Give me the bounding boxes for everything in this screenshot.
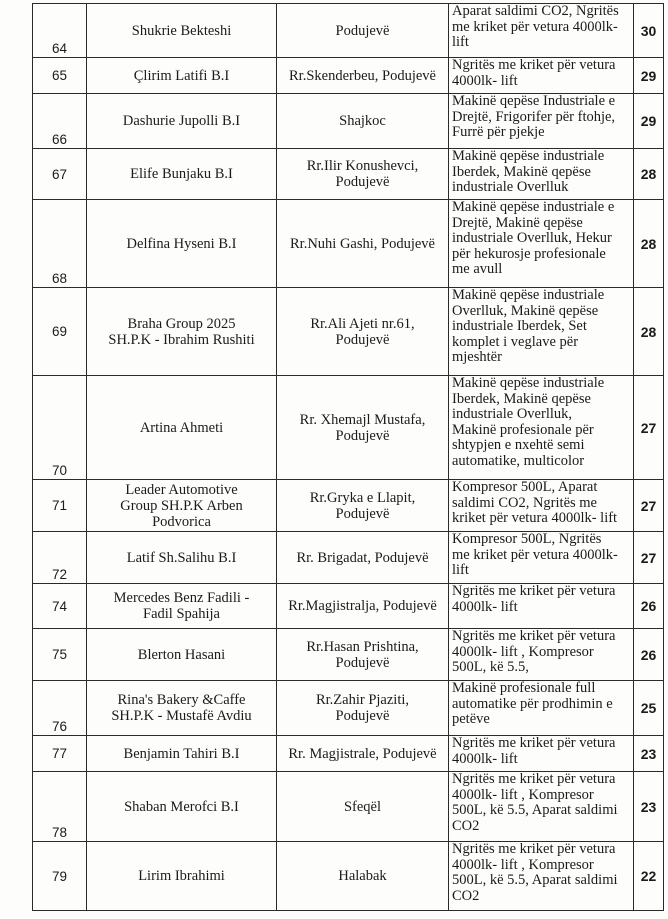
beneficiary-address: Rr.Nuhi Gashi, Podujevë bbox=[277, 200, 449, 288]
row-number: 70 bbox=[33, 376, 87, 480]
row-number: 69 bbox=[33, 288, 87, 376]
beneficiary-address: Rr.Ali Ajeti nr.61, Podujevë bbox=[277, 288, 449, 376]
beneficiary-name: Braha Group 2025 SH.P.K - Ibrahim Rushiti bbox=[87, 288, 277, 376]
beneficiary-table bbox=[32, 3, 664, 911]
equipment-description: Makinë qepëse Industriale e Drejtë, Frigorifer për ftohje, Furrë për pjekje bbox=[449, 94, 634, 149]
score: 27 bbox=[634, 376, 664, 480]
score: 26 bbox=[634, 584, 664, 629]
beneficiary-name: Shukrie Bekteshi bbox=[87, 4, 277, 58]
table-row bbox=[33, 772, 664, 842]
equipment-description: Ngritës me kriket për vetura 4000lk- lift , Kompresor 500L, kë 5.5, Aparat saldimi CO2 bbox=[449, 842, 634, 911]
score: 23 bbox=[634, 772, 664, 842]
beneficiary-name: Lirim Ibrahimi bbox=[87, 842, 277, 911]
beneficiary-address: Rr.Ilir Konushevci, Podujevë bbox=[277, 149, 449, 200]
score: 29 bbox=[634, 94, 664, 149]
equipment-description: Makinë qepëse industriale Iberdek, Makinë qepëse industriale Overlluk, Makinë profesionale për shtypjen e nxehtë semi automatike, multicolor bbox=[449, 376, 634, 480]
table-row bbox=[33, 149, 664, 200]
table-row bbox=[33, 58, 664, 94]
beneficiary-name: Dashurie Jupolli B.I bbox=[87, 94, 277, 149]
equipment-description: Ngritës me kriket për vetura 4000lk- lift , Kompresor 500L, kë 5.5, bbox=[449, 629, 634, 681]
row-number: 77 bbox=[33, 736, 87, 772]
table-row bbox=[33, 200, 664, 288]
row-number: 65 bbox=[33, 58, 87, 94]
score: 30 bbox=[634, 4, 664, 58]
score: 28 bbox=[634, 149, 664, 200]
beneficiary-name: Latif Sh.Salihu B.I bbox=[87, 532, 277, 584]
table-row bbox=[33, 532, 664, 584]
row-number: 68 bbox=[33, 200, 87, 288]
beneficiary-name: Artina Ahmeti bbox=[87, 376, 277, 480]
beneficiary-address: Rr.Magjistralja, Podujevë bbox=[277, 584, 449, 629]
beneficiary-name: Mercedes Benz Fadili - Fadil Spahija bbox=[87, 584, 277, 629]
beneficiary-address: Sfeqël bbox=[277, 772, 449, 842]
equipment-description: Ngritës me kriket për vetura 4000lk- lift bbox=[449, 58, 634, 94]
row-number: 71 bbox=[33, 480, 87, 532]
table-row bbox=[33, 288, 664, 376]
score: 27 bbox=[634, 480, 664, 532]
beneficiary-name: Çlirim Latifi B.I bbox=[87, 58, 277, 94]
score: 28 bbox=[634, 200, 664, 288]
equipment-description: Makinë qepëse industriale Overlluk, Makinë qepëse industriale Iberdek, Set komplet i veglave për mjeshtër bbox=[449, 288, 634, 376]
beneficiary-name: Rina's Bakery &Caffe SH.P.K - Mustafë Avdiu bbox=[87, 681, 277, 736]
beneficiary-address: Rr. Brigadat, Podujevë bbox=[277, 532, 449, 584]
score: 22 bbox=[634, 842, 664, 911]
beneficiary-name: Leader Automotive Group SH.P.K Arben Podvorica bbox=[87, 480, 277, 532]
row-number: 75 bbox=[33, 629, 87, 681]
beneficiary-address: Rr.Zahir Pjaziti, Podujevë bbox=[277, 681, 449, 736]
row-number: 66 bbox=[33, 94, 87, 149]
row-number: 64 bbox=[33, 4, 87, 58]
beneficiary-address: Halabak bbox=[277, 842, 449, 911]
score: 23 bbox=[634, 736, 664, 772]
equipment-description: Kompresor 500L, Aparat saldimi CO2, Ngritës me kriket për vetura 4000lk- lift bbox=[449, 480, 634, 532]
row-number: 74 bbox=[33, 584, 87, 629]
beneficiary-name: Elife Bunjaku B.I bbox=[87, 149, 277, 200]
equipment-description: Kompresor 500L, Ngritës me kriket për vetura 4000lk- lift bbox=[449, 532, 634, 584]
row-number: 67 bbox=[33, 149, 87, 200]
table-row bbox=[33, 376, 664, 480]
equipment-description: Makinë profesionale full automatike për prodhimin e petëve bbox=[449, 681, 634, 736]
beneficiary-address: Rr.Gryka e Llapit, Podujevë bbox=[277, 480, 449, 532]
table-row bbox=[33, 94, 664, 149]
score: 29 bbox=[634, 58, 664, 94]
table-row bbox=[33, 736, 664, 772]
beneficiary-name: Benjamin Tahiri B.I bbox=[87, 736, 277, 772]
equipment-description: Makinë qepëse industriale Iberdek, Makinë qepëse industriale Overlluk bbox=[449, 149, 634, 200]
beneficiary-address: Rr. Magjistrale, Podujevë bbox=[277, 736, 449, 772]
equipment-description: Ngritës me kriket për vetura 4000lk- lift , Kompresor 500L, kë 5.5, Aparat saldimi CO2 bbox=[449, 772, 634, 842]
table-row bbox=[33, 629, 664, 681]
row-number: 79 bbox=[33, 842, 87, 911]
table-row bbox=[33, 4, 664, 58]
score: 25 bbox=[634, 681, 664, 736]
table-row bbox=[33, 584, 664, 629]
score: 28 bbox=[634, 288, 664, 376]
beneficiary-name: Shaban Merofci B.I bbox=[87, 772, 277, 842]
equipment-description: Aparat saldimi CO2, Ngritës me kriket për vetura 4000lk- lift bbox=[449, 4, 634, 58]
row-number: 76 bbox=[33, 681, 87, 736]
equipment-description: Makinë qepëse industriale e Drejtë, Makinë qepëse industriale Overlluk, Hekur për hekurosje profesionale me avull bbox=[449, 200, 634, 288]
table-row bbox=[33, 480, 664, 532]
beneficiary-address: Rr.Hasan Prishtina, Podujevë bbox=[277, 629, 449, 681]
table-row bbox=[33, 681, 664, 736]
beneficiary-name: Blerton Hasani bbox=[87, 629, 277, 681]
score: 27 bbox=[634, 532, 664, 584]
score: 26 bbox=[634, 629, 664, 681]
beneficiary-name: Delfina Hyseni B.I bbox=[87, 200, 277, 288]
equipment-description: Ngritës me kriket për vetura 4000lk- lift bbox=[449, 736, 634, 772]
table-row bbox=[33, 842, 664, 911]
equipment-description: Ngritës me kriket për vetura 4000lk- lift bbox=[449, 584, 634, 629]
beneficiary-address: Podujevë bbox=[277, 4, 449, 58]
row-number: 72 bbox=[33, 532, 87, 584]
row-number: 78 bbox=[33, 772, 87, 842]
beneficiary-address: Rr.Skenderbeu, Podujevë bbox=[277, 58, 449, 94]
beneficiary-address: Rr. Xhemajl Mustafa, Podujevë bbox=[277, 376, 449, 480]
beneficiary-address: Shajkoc bbox=[277, 94, 449, 149]
